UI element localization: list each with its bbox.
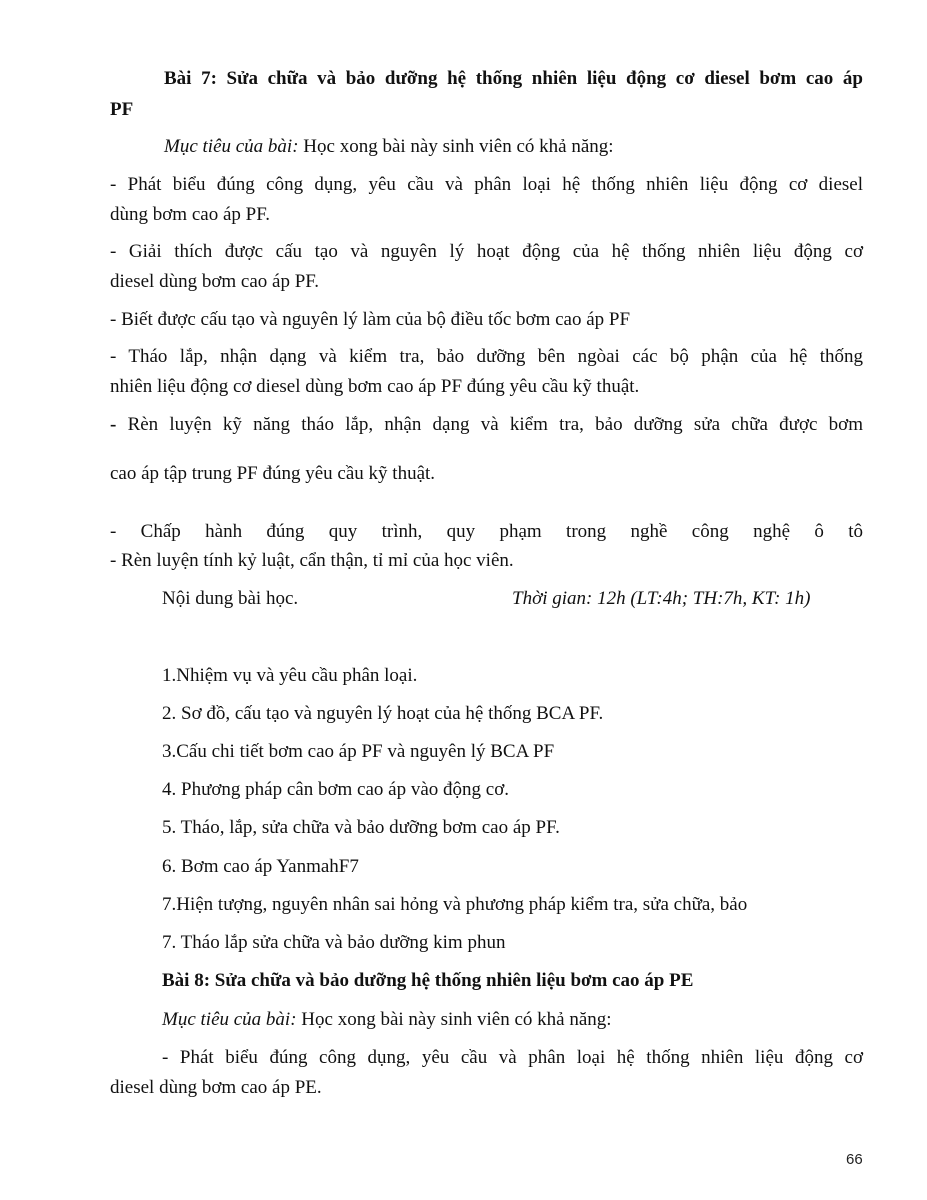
lesson-8-title: Bài 8: Sửa chữa và bảo dưỡng hệ thống nhiên liệu bơm cao áp PE <box>162 970 694 991</box>
objective-5-dash: - <box>110 414 117 435</box>
objective-1-line-1: - Phát biểu đúng công dụng, yêu cầu và phân loại hệ thống nhiên liệu động cơ diesel <box>110 174 863 195</box>
objective-4-line-1: - Tháo lắp, nhận dạng và kiểm tra, bảo dưỡng bên ngòai các bộ phận của hệ thống <box>110 346 863 367</box>
objective-6-line-1: - Chấp hành đúng quy trình, quy phạm trong nghề công nghệ ô tô <box>110 521 863 542</box>
lesson-7-objective-intro <box>164 136 614 158</box>
content-item: 3.Cấu chi tiết bơm cao áp PF và nguyên lý BCA PF <box>162 741 555 762</box>
lesson-8-objective-1-line-1: - Phát biểu đúng công dụng, yêu cầu và phân loại hệ thống nhiên liệu động cơ <box>162 1047 863 1068</box>
objective-2-line-1: - Giải thích được cấu tạo và nguyên lý hoạt động của hệ thống nhiên liệu động cơ <box>110 241 863 262</box>
objective-label: Mục tiêu của bài: <box>164 136 299 157</box>
objective-4-line-2: nhiên liệu động cơ diesel dùng bơm cao áp PF đúng yêu cầu kỹ thuật. <box>110 376 640 397</box>
content-item: 1.Nhiệm vụ và yêu cầu phân loại. <box>162 665 418 686</box>
content-item: 2. Sơ đồ, cấu tạo và nguyên lý hoạt của hệ thống BCA PF. <box>162 703 604 724</box>
content-item: 7.Hiện tượng, nguyên nhân sai hỏng và phương pháp kiểm tra, sửa chữa, bảo <box>162 894 748 915</box>
objective-intro-text: Học xong bài này sinh viên có khả năng: <box>296 1009 612 1030</box>
content-label: Nội dung bài học. <box>162 588 299 609</box>
content-item: 7. Tháo lắp sửa chữa và bảo dưỡng kim phun <box>162 932 506 953</box>
objective-2-line-2: diesel dùng bơm cao áp PF. <box>110 271 320 292</box>
objective-1-line-2: dùng bơm cao áp PF. <box>110 204 270 225</box>
content-item: 5. Tháo, lắp, sửa chữa và bảo dưỡng bơm cao áp PF. <box>162 817 560 838</box>
objective-3: - Biết được cấu tạo và nguyên lý làm của bộ điều tốc bơm cao áp PF <box>110 309 631 330</box>
lesson-7-title-continued: PF <box>110 99 134 120</box>
lesson-8-objective-1-line-2: diesel dùng bơm cao áp PE. <box>110 1077 322 1098</box>
objective-label: Mục tiêu của bài: <box>162 1009 297 1030</box>
objective-5-line-2: cao áp tập trung PF đúng yêu cầu kỹ thuật. <box>110 463 436 484</box>
content-item: 4. Phương pháp cân bơm cao áp vào động cơ. <box>162 779 510 800</box>
page-number: 66 <box>846 1151 863 1168</box>
objective-5-text: Rèn luyện kỹ năng tháo lắp, nhận dạng và kiểm tra, bảo dưỡng sửa chữa được bơm <box>116 414 863 435</box>
objective-6-line-2: - Rèn luyện tính kỷ luật, cẩn thận, tỉ mỉ của học viên. <box>110 550 514 571</box>
objective-5-line-1 <box>110 414 863 436</box>
lesson-8-objective-intro <box>162 1009 612 1031</box>
time-info: Thời gian: 12h (LT:4h; TH:7h, KT: 1h) <box>512 588 811 609</box>
content-item: 6. Bơm cao áp YanmahF7 <box>162 856 359 877</box>
objective-intro-text: Học xong bài này sinh viên có khả năng: <box>298 136 614 157</box>
lesson-7-title: Bài 7: Sửa chữa và bảo dưỡng hệ thống nhiên liệu động cơ diesel bơm cao áp <box>164 68 863 89</box>
